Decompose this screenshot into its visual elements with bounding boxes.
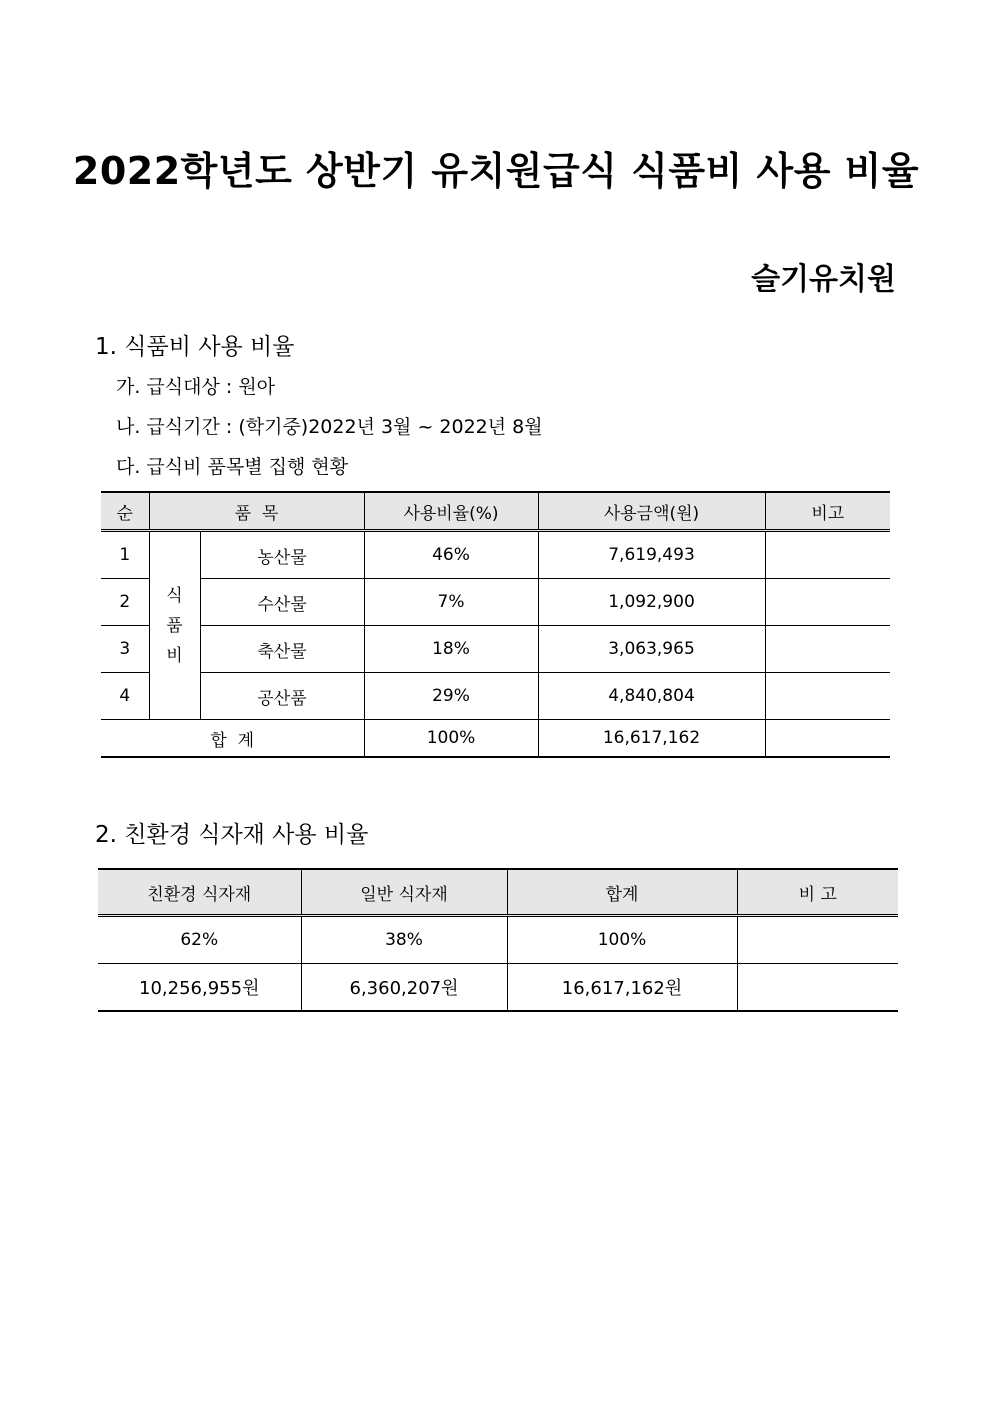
header-total: 합계 bbox=[507, 869, 737, 916]
table-row bbox=[98, 964, 898, 1012]
group-label bbox=[149, 531, 200, 720]
table-row bbox=[101, 626, 890, 673]
section1-item-period: 나. 급식기간 : (학기중)2022년 3월 ~ 2022년 8월 bbox=[116, 416, 543, 438]
row-ratio: 18% bbox=[364, 626, 538, 673]
section2-heading: 2. 친환경 식자재 사용 비율 bbox=[95, 822, 369, 848]
header-amount: 사용금액(원) bbox=[538, 492, 765, 531]
table-total-row bbox=[101, 720, 890, 758]
eco-ratio: 62% bbox=[98, 916, 301, 964]
section1-item-target: 가. 급식대상 : 원아 bbox=[116, 376, 276, 398]
header-eco: 친환경 식자재 bbox=[98, 869, 301, 916]
row-note bbox=[765, 579, 890, 626]
table-header-row bbox=[98, 869, 898, 916]
eco-amount: 10,256,955원 bbox=[98, 964, 301, 1012]
header-note: 비 고 bbox=[737, 869, 898, 916]
general-amount: 6,360,207원 bbox=[301, 964, 507, 1012]
row-ratio: 29% bbox=[364, 673, 538, 720]
row-item: 축산물 bbox=[200, 626, 364, 673]
group-label-char: 품 bbox=[166, 615, 183, 636]
row-item: 수산물 bbox=[200, 579, 364, 626]
eco-food-table bbox=[98, 868, 898, 1012]
total-label: 합 계 bbox=[101, 720, 364, 758]
group-label-char: 식 bbox=[166, 585, 183, 606]
row-ratio: 46% bbox=[364, 531, 538, 579]
row-ratio: 7% bbox=[364, 579, 538, 626]
food-cost-table bbox=[101, 491, 890, 758]
table-header-row bbox=[101, 492, 890, 531]
section1-heading: 1. 식품비 사용 비율 bbox=[95, 334, 295, 360]
row-item: 농산물 bbox=[200, 531, 364, 579]
page-title: 2022학년도 상반기 유치원급식 식품비 사용 비율 bbox=[72, 149, 920, 193]
section1-item-status: 다. 급식비 품목별 집행 현황 bbox=[116, 456, 349, 478]
header-ratio: 사용비율(%) bbox=[364, 492, 538, 531]
row-no: 4 bbox=[101, 673, 149, 720]
group-label-char: 비 bbox=[166, 645, 183, 666]
note-amount bbox=[737, 964, 898, 1012]
row-no: 1 bbox=[101, 531, 149, 579]
total-amount: 16,617,162 bbox=[538, 720, 765, 758]
organization-name: 슬기유치원 bbox=[751, 262, 896, 297]
header-item: 품 목 bbox=[149, 492, 364, 531]
total-ratio: 100% bbox=[507, 916, 737, 964]
row-no: 3 bbox=[101, 626, 149, 673]
row-note bbox=[765, 531, 890, 579]
total-ratio: 100% bbox=[364, 720, 538, 758]
row-no: 2 bbox=[101, 579, 149, 626]
table-row bbox=[101, 673, 890, 720]
row-item: 공산품 bbox=[200, 673, 364, 720]
total-amount: 16,617,162원 bbox=[507, 964, 737, 1012]
header-note: 비고 bbox=[765, 492, 890, 531]
note-ratio bbox=[737, 916, 898, 964]
header-no: 순 bbox=[101, 492, 149, 531]
general-ratio: 38% bbox=[301, 916, 507, 964]
table-row bbox=[101, 579, 890, 626]
row-note bbox=[765, 673, 890, 720]
row-amount: 1,092,900 bbox=[538, 579, 765, 626]
table-row bbox=[98, 916, 898, 964]
row-amount: 7,619,493 bbox=[538, 531, 765, 579]
row-amount: 4,840,804 bbox=[538, 673, 765, 720]
table-row bbox=[101, 531, 890, 579]
header-general: 일반 식자재 bbox=[301, 869, 507, 916]
row-amount: 3,063,965 bbox=[538, 626, 765, 673]
row-note bbox=[765, 626, 890, 673]
total-note bbox=[765, 720, 890, 758]
